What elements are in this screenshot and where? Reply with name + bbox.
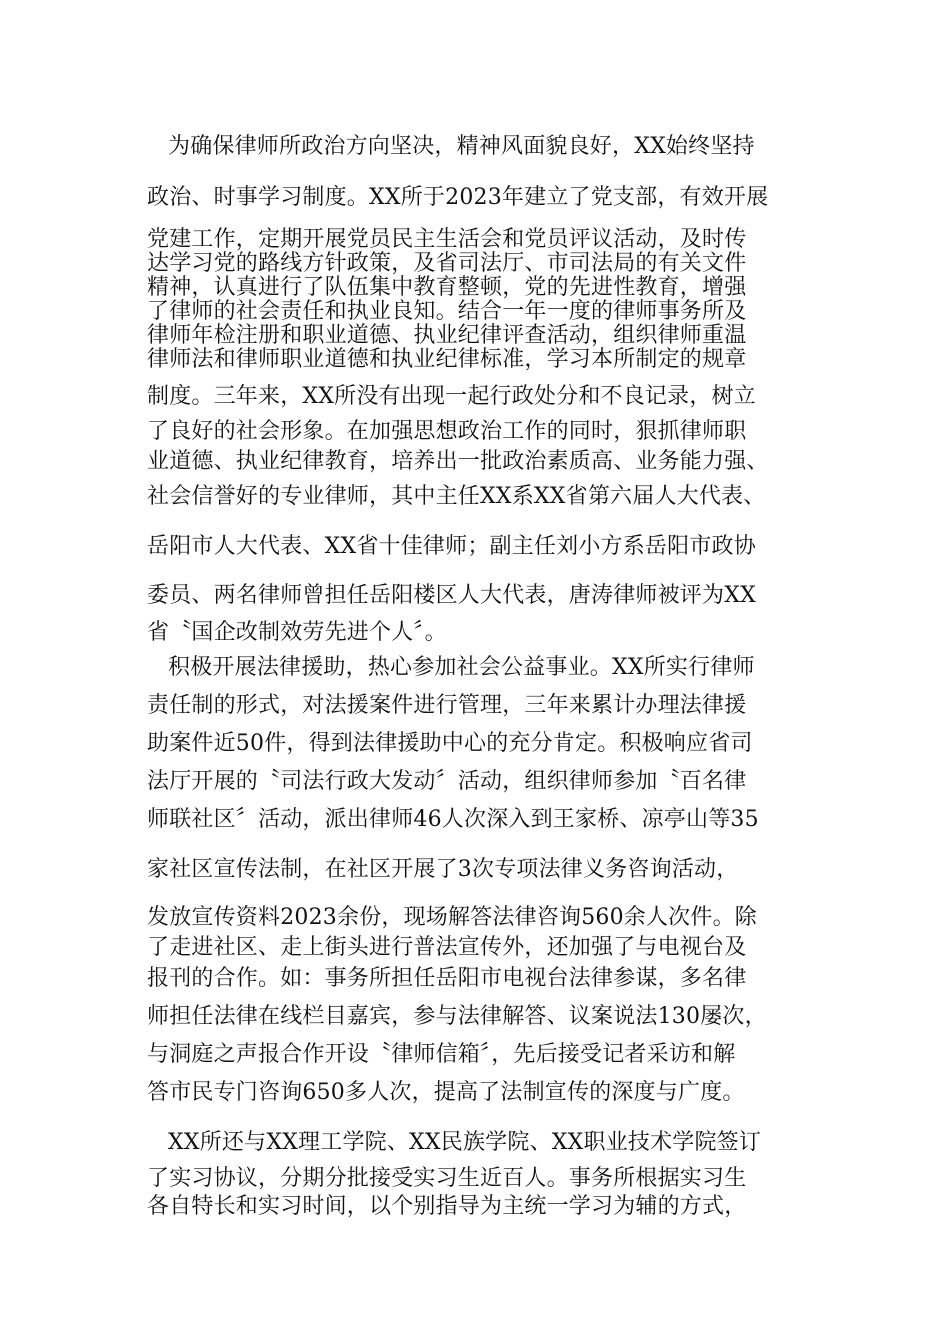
text-line: 委员、两名律师曾担任岳阳楼区人大代表，唐涛律师被评为XX (147, 583, 756, 608)
text-line: 法厅开展的〝司法行政大发动〞活动，组织律师参加〝百名律 (147, 769, 747, 794)
text-line: XX所还与XX理工学院、XX民族学院、XX职业技术学院签订 (168, 1130, 762, 1155)
text-line: 精神，认真进行了队伍集中教育整顿，党的先进性教育，增强 (147, 275, 747, 300)
text-line: 助案件近50件，得到法律援助中心的充分肯定。积极响应省司 (147, 731, 753, 756)
text-line: 业道德、执业纪律教育，培养出一批政治素质高、业务能力强、 (147, 449, 769, 474)
text-line: 党建工作，定期开展党员民主生活会和党员评议活动，及时传 (147, 227, 747, 252)
text-line: 各自特长和实习时间，以个别指导为主统一学习为辅的方式， (147, 1194, 747, 1219)
text-line: 家社区宣传法制，在社区开展了3次专项法律义务咨询活动， (147, 857, 739, 882)
text-line: 答市民专门咨询650多人次，提高了法制宣传的深度与广度。 (147, 1080, 745, 1105)
text-line: 为确保律师所政治方向坚决，精神风面貌良好，XX始终坚持 (168, 134, 755, 159)
text-line: 制度。三年来，XX所没有出现一起行政处分和不良记录，树立 (147, 384, 756, 409)
text-line: 积极开展法律援助，热心参加社会公益事业。XX所实行律师 (168, 655, 755, 680)
text-line: 发放宣传资料2023余份，现场解答法律咨询560余人次件。除 (147, 905, 757, 930)
text-line: 了实习协议，分期分批接受实习生近百人。事务所根据实习生 (147, 1166, 747, 1191)
text-line: 报刊的合作。如：事务所担任岳阳市电视台法律参谋，多名律 (147, 966, 747, 991)
text-line: 了良好的社会形象。在加强思想政治工作的同时，狠抓律师职 (147, 419, 747, 444)
text-line: 责任制的形式，对法援案件进行管理，三年来累计办理法律援 (147, 693, 747, 718)
text-line: 师联社区〞活动，派出律师46人次深入到王家桥、凉亭山等35 (147, 807, 759, 832)
text-line: 达学习党的路线方针政策，及省司法厅、市司法局的有关文件 (147, 251, 747, 276)
text-line: 律师年检注册和职业道德、执业纪律评查活动，组织律师重温 (147, 323, 747, 348)
text-line: 岳阳市人大代表、XX省十佳律师；副主任刘小方系岳阳市政协 (147, 534, 756, 559)
text-line: 师担任法律在线栏目嘉宾，参与法律解答、议案说法130屡次， (147, 1004, 767, 1029)
text-line: 省〝国企改制效劳先进个人〞。 (147, 620, 447, 645)
text-line: 政治、时事学习制度。XX所于2023年建立了党支部，有效开展 (147, 185, 769, 210)
text-line: 了走进社区、走上街头进行普法宣传外，还加强了与电视台及 (147, 935, 747, 960)
text-line: 与洞庭之声报合作开设〝律师信箱〞，先后接受记者采访和解 (147, 1042, 736, 1067)
text-line: 律师法和律师职业道德和执业纪律标准，学习本所制定的规章 (147, 347, 747, 372)
text-line: 社会信誉好的专业律师，其中主任XX系XX省第六届人大代表、 (147, 484, 766, 509)
text-line: 了律师的社会责任和执业良知。结合一年一度的律师事务所及 (147, 299, 747, 324)
